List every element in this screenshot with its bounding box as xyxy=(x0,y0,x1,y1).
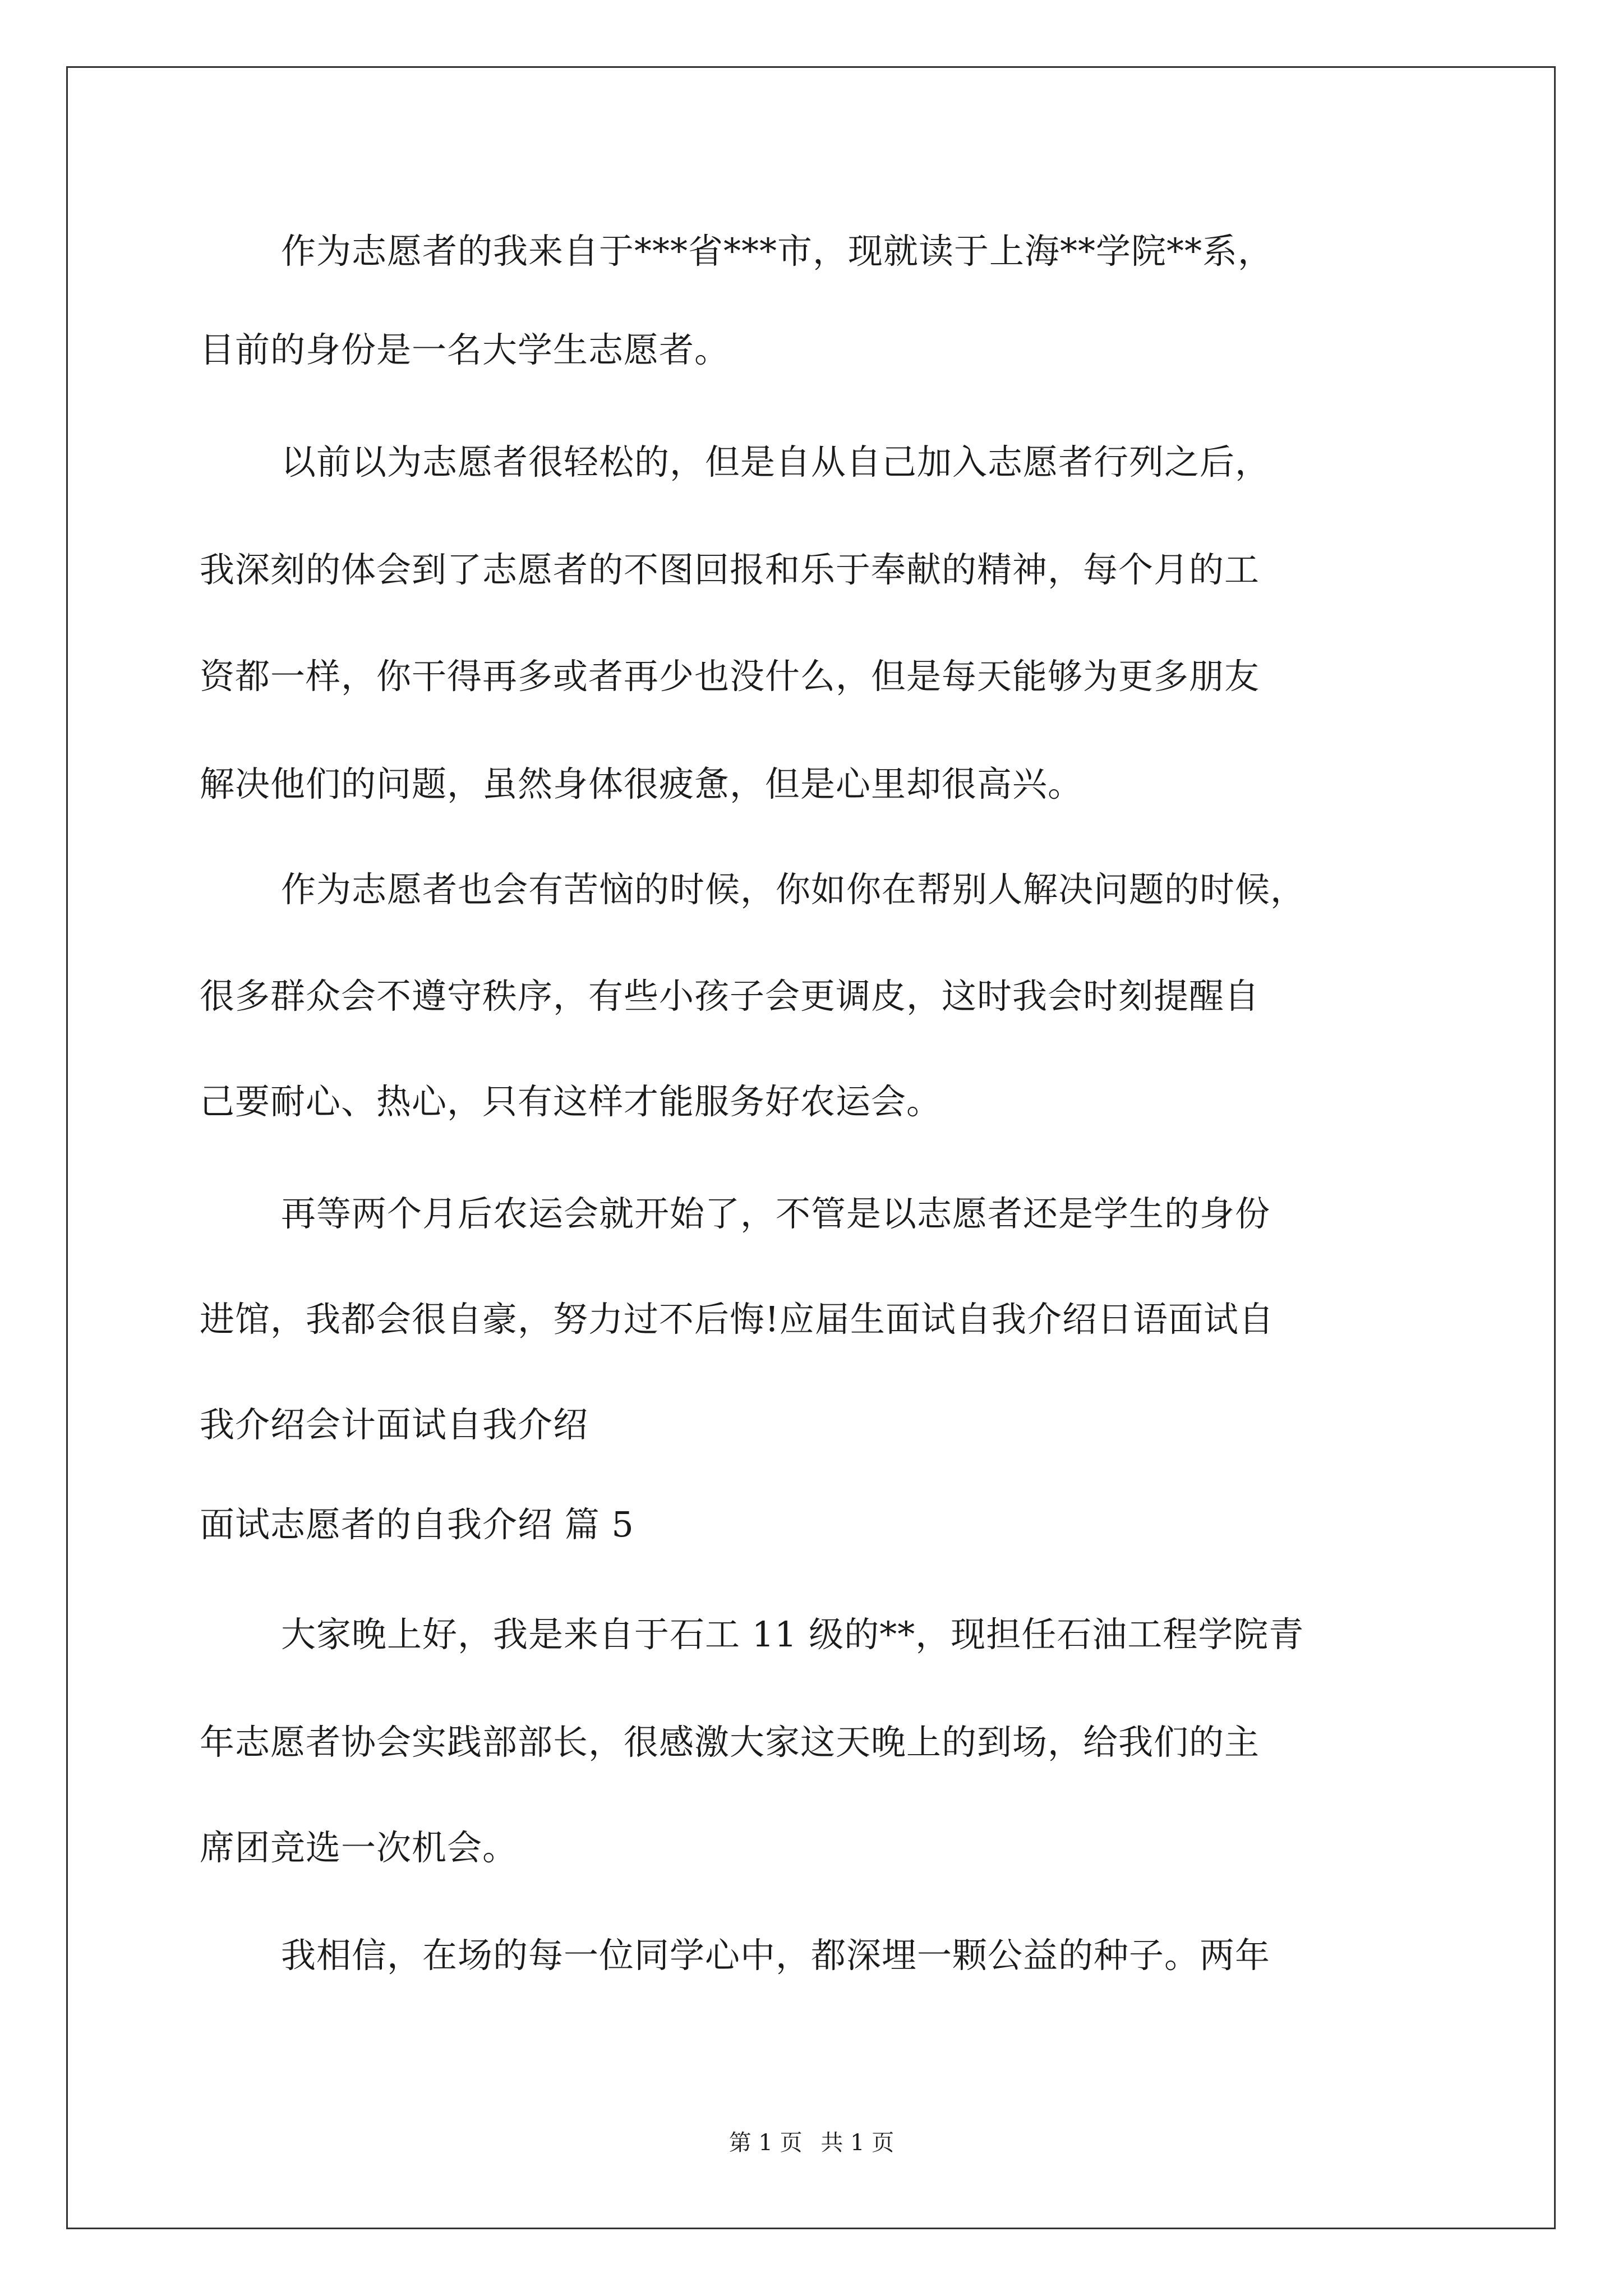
paragraph-line: 资都一样，你干得再多或者再少也没什么，但是每天能够为更多朋友 xyxy=(200,656,1260,697)
paragraph-line: 我介绍会计面试自我介绍 xyxy=(200,1404,589,1445)
page-footer xyxy=(0,2129,1623,2157)
paragraph-line: 我深刻的体会到了志愿者的不图回报和乐于奉献的精神，每个月的工 xyxy=(200,549,1260,590)
paragraph-line: 作为志愿者的我来自于***省***市，现就读于上海**学院**系， xyxy=(281,231,1274,272)
paragraph-line: 己要耐心、热心，只有这样才能服务好农运会。 xyxy=(200,1081,942,1122)
paragraph-line: 年志愿者协会实践部部长，很感激大家这天晚上的到场，给我们的主 xyxy=(200,1722,1260,1763)
paragraph-line: 我相信，在场的每一位同学心中，都深埋一颗公益的种子。两年 xyxy=(281,1935,1271,1976)
paragraph-line: 以前以为志愿者很轻松的，但是自从自己加入志愿者行列之后， xyxy=(281,441,1271,482)
paragraph-line: 进馆，我都会很自豪，努力过不后悔!应届生面试自我介绍日语面试自 xyxy=(200,1299,1274,1340)
paragraph-line: 目前的身份是一名大学生志愿者。 xyxy=(200,329,730,370)
page-number-total: 共 1 页 xyxy=(820,2130,895,2156)
paragraph-line: 再等两个月后农运会就开始了，不管是以志愿者还是学生的身份 xyxy=(281,1193,1271,1234)
section-heading: 面试志愿者的自我介绍 篇 5 xyxy=(200,1504,634,1545)
paragraph-line: 很多群众会不遵守秩序，有些小孩子会更调皮，这时我会时刻提醒自 xyxy=(200,976,1260,1016)
paragraph-line: 作为志愿者也会有苦恼的时候，你如你在帮别人解决问题的时候， xyxy=(281,869,1306,910)
page-number-current: 第 1 页 xyxy=(728,2130,803,2156)
page-frame xyxy=(66,66,1556,2229)
paragraph-line: 解决他们的问题，虽然身体很疲惫，但是心里却很高兴。 xyxy=(200,763,1083,804)
paragraph-line: 席团竞选一次机会。 xyxy=(200,1827,518,1868)
paragraph-line: 大家晚上好，我是来自于石工 11 级的**，现担任石油工程学院青 xyxy=(281,1614,1304,1655)
